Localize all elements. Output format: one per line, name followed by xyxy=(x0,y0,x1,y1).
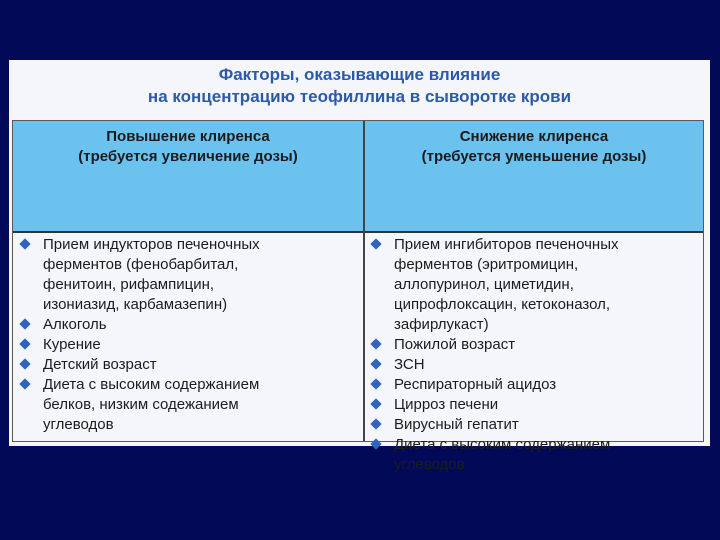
list-item-text: Диета с высоким содержанием xyxy=(43,376,260,393)
increase-factors-list xyxy=(19,235,359,435)
list-item-text: ЗСН xyxy=(394,356,425,373)
diamond-bullet-icon xyxy=(19,238,30,249)
list-item-text: Пожилой возраст xyxy=(394,336,516,353)
list-item xyxy=(370,415,700,435)
list-item xyxy=(370,435,700,475)
list-item xyxy=(19,335,359,355)
header-right-line-1: Снижение клиренса xyxy=(459,128,609,145)
list-item xyxy=(19,315,359,335)
list-item xyxy=(370,335,700,355)
list-item-text: зафирлукаст) xyxy=(394,316,489,333)
title-line-1: Факторы, оказывающие влияние xyxy=(218,65,501,84)
diamond-bullet-icon xyxy=(19,358,30,369)
diamond-bullet-icon xyxy=(370,418,381,429)
column-divider xyxy=(363,121,365,441)
diamond-bullet-icon xyxy=(370,378,381,389)
list-item xyxy=(19,355,359,375)
diamond-bullet-icon xyxy=(370,238,381,249)
list-item-text: фенитоин, рифампицин, xyxy=(43,276,215,293)
list-item-text: Детский возраст xyxy=(43,356,157,373)
list-item-text: ферментов (фенобарбитал, xyxy=(43,256,239,273)
list-item-text: Диета с высоким содержанием xyxy=(394,436,611,453)
header-decrease-clearance xyxy=(365,127,703,167)
list-item-text: Курение xyxy=(43,336,101,353)
header-increase-clearance xyxy=(13,127,363,167)
clearance-table xyxy=(12,120,704,473)
title-line-2: на концентрацию теофиллина в сыворотке крови xyxy=(147,87,572,106)
list-item xyxy=(370,395,700,415)
list-item xyxy=(19,375,359,435)
list-item-text: Респираторный ацидоз xyxy=(394,376,557,393)
diamond-bullet-icon xyxy=(19,338,30,349)
diamond-bullet-icon xyxy=(370,438,381,449)
list-item-text: ферментов (эритромицин, xyxy=(394,256,579,273)
diamond-bullet-icon xyxy=(19,378,30,389)
slide-sheet xyxy=(9,60,710,473)
diamond-bullet-icon xyxy=(370,338,381,349)
header-left-line-1: Повышение клиренса xyxy=(106,128,270,145)
list-item-text: белков, низким содежанием xyxy=(43,396,239,413)
list-item xyxy=(370,355,700,375)
table-header-row xyxy=(13,121,703,233)
list-item-text: Алкоголь xyxy=(43,316,107,333)
slide-title xyxy=(9,64,710,108)
list-item xyxy=(370,235,700,335)
header-right-line-2: (требуется уменьшение дозы) xyxy=(421,148,647,165)
diamond-bullet-icon xyxy=(370,358,381,369)
decrease-factors-list xyxy=(370,235,700,475)
list-item-text: аллопуринол, циметидин, xyxy=(394,276,574,293)
list-item-text: Прием ингибиторов печеночных xyxy=(394,236,619,253)
list-item-text: изониазид, карбамазепин) xyxy=(43,296,228,313)
list-item xyxy=(19,235,359,315)
list-item-text: углеводов xyxy=(394,456,465,473)
list-item xyxy=(370,375,700,395)
list-item-text: Цирроз печени xyxy=(394,396,499,413)
list-item-text: Прием индукторов печеночных xyxy=(43,236,260,253)
list-item-text: углеводов xyxy=(43,416,114,433)
diamond-bullet-icon xyxy=(19,318,30,329)
header-left-line-2: (требуется увеличение дозы) xyxy=(78,148,298,165)
list-item-text: ципрофлоксацин, кетоконазол, xyxy=(394,296,611,313)
diamond-bullet-icon xyxy=(370,398,381,409)
list-item-text: Вирусный гепатит xyxy=(394,416,519,433)
